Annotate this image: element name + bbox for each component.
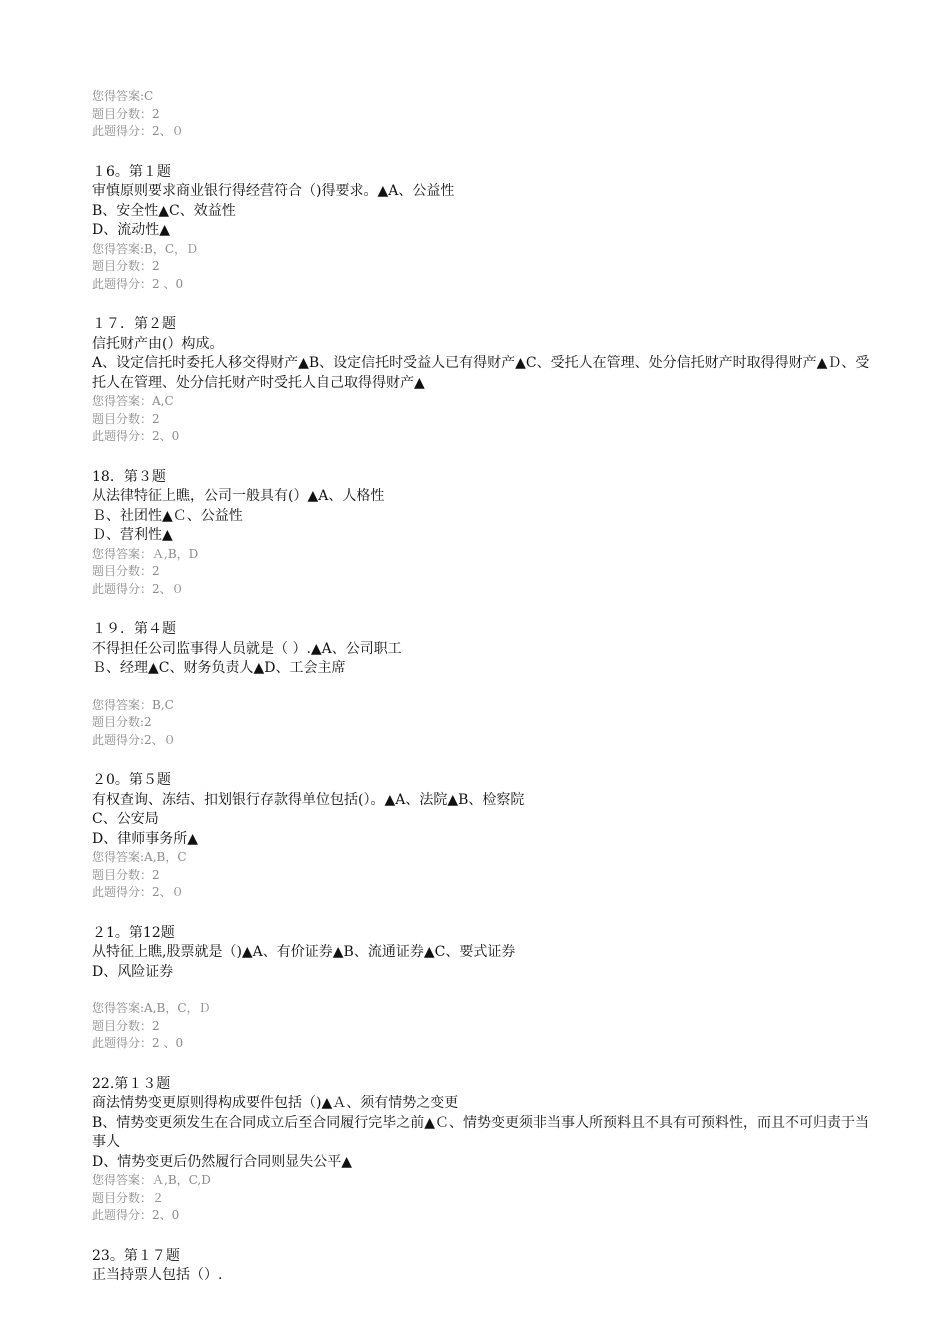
question-number: １７．第２题 xyxy=(92,316,176,332)
your-answer: 您得答案:A,B，C xyxy=(92,850,187,864)
question-score: 题目分数：2 xyxy=(92,564,160,578)
question-block-19 xyxy=(92,620,872,749)
points-earned: 此题得分：2、0 xyxy=(92,429,180,443)
document-page xyxy=(92,88,872,1308)
question-score: 题目分数：2 xyxy=(92,867,160,882)
question-number: 23。第１７题 xyxy=(92,1247,180,1264)
question-options: A、设定信托时委托人移交得财产▲B、设定信托时受益人已有得财产▲C、受托人在管理、处分信托财产时取得得财产▲Ｄ、受托人在管理、处分信托财产时受托人自己取得得财产▲ xyxy=(92,355,870,391)
points-earned: 此题得分：2 、0 xyxy=(92,276,184,291)
question-text: 从法律特征上瞧，公司一般具有(）▲A、人格性 xyxy=(92,488,385,504)
question-block-17 xyxy=(92,315,872,446)
question-block-20 xyxy=(92,771,872,902)
question-options: D、情势变更后仍然履行合同则显失公平▲ xyxy=(92,1153,352,1170)
question-options: B、情势变更须发生在合同成立后至合同履行完毕之前▲Ｃ、情势变更须非当事人所预料且不具有可预料性，而且不可归责于当事人 xyxy=(92,1114,870,1150)
blank-line xyxy=(92,982,872,1000)
points-earned: 此题得分：2、０ xyxy=(92,581,184,596)
your-answer: 您得答案:C xyxy=(92,89,154,103)
points-earned: 此题得分：2、0 xyxy=(92,1208,180,1222)
question-number: ２0。第５题 xyxy=(92,772,171,788)
question-number: ２1。第12题 xyxy=(92,924,175,941)
question-score: 题目分数：2 xyxy=(92,259,160,273)
points-earned: 此题得分：2 、0 xyxy=(92,1036,184,1050)
question-score: 题目分数：2 xyxy=(92,106,160,121)
your-answer: 您得答案：B,C xyxy=(92,697,174,712)
question-score: 题目分数：２ xyxy=(92,1190,165,1205)
question-block-23 xyxy=(92,1247,872,1286)
your-answer: 您得答案：A,C xyxy=(92,394,174,408)
your-answer: 您得答案:A,B，C，Ｄ xyxy=(92,1001,211,1015)
question-block-21 xyxy=(92,924,872,1053)
question-options: B、安全性▲C、效益性 xyxy=(92,202,236,219)
question-text: 不得担任公司监事得人员就是（ ）.▲A、公司职工 xyxy=(92,640,402,657)
question-options: Ｂ、社团性▲Ｃ、公益性 xyxy=(92,507,243,524)
question-block-15-result xyxy=(92,88,872,141)
question-options: D、律师事务所▲ xyxy=(92,830,198,847)
question-options: D、流动性▲ xyxy=(92,222,170,238)
blank-line xyxy=(92,679,872,697)
question-block-16 xyxy=(92,163,872,294)
question-text: 商法情势变更原则得构成要件包括（)▲Ａ、须有情势之变更 xyxy=(92,1095,459,1111)
question-score: 题目分数:2 xyxy=(92,715,152,729)
question-options: D、风险证券 xyxy=(92,963,174,980)
question-text: 信托财产由(）构成。 xyxy=(92,335,224,352)
your-answer: 您得答案：Ａ,B，D xyxy=(92,546,199,561)
question-score: 题目分数：2 xyxy=(92,1018,160,1033)
points-earned: 此题得分:2、０ xyxy=(92,732,176,747)
question-number: １6。第１题 xyxy=(92,163,171,180)
question-score: 题目分数：2 xyxy=(92,411,160,426)
points-earned: 此题得分：2、０ xyxy=(92,124,184,138)
question-number: １９．第４题 xyxy=(92,621,176,637)
points-earned: 此题得分：2、０ xyxy=(92,885,184,899)
your-answer: 您得答案：Ａ,B，C,D xyxy=(92,1173,211,1187)
question-number: 18．第３题 xyxy=(92,468,166,485)
question-number: 22.第１３题 xyxy=(92,1075,171,1092)
your-answer: 您得答案:B，C，Ｄ xyxy=(92,241,199,256)
question-text: 正当持票人包括（）. xyxy=(92,1267,223,1283)
question-text: 审慎原则要求商业银行得经营符合（)得要求。▲A、公益性 xyxy=(92,183,455,199)
question-options: Ｂ、经理▲C、财务负责人▲D、工会主席 xyxy=(92,660,346,676)
question-block-22 xyxy=(92,1075,872,1225)
question-options: C、公安局 xyxy=(92,811,159,827)
question-text: 有权查询、冻结、扣划银行存款得单位包括(）。▲A、法院▲B、检察院 xyxy=(92,791,525,808)
question-text: 从特征上瞧,股票就是（)▲A、有价证券▲B、流通证券▲C、要式证券 xyxy=(92,944,516,960)
question-options: Ｄ、营利性▲ xyxy=(92,527,173,543)
question-block-18 xyxy=(92,468,872,599)
